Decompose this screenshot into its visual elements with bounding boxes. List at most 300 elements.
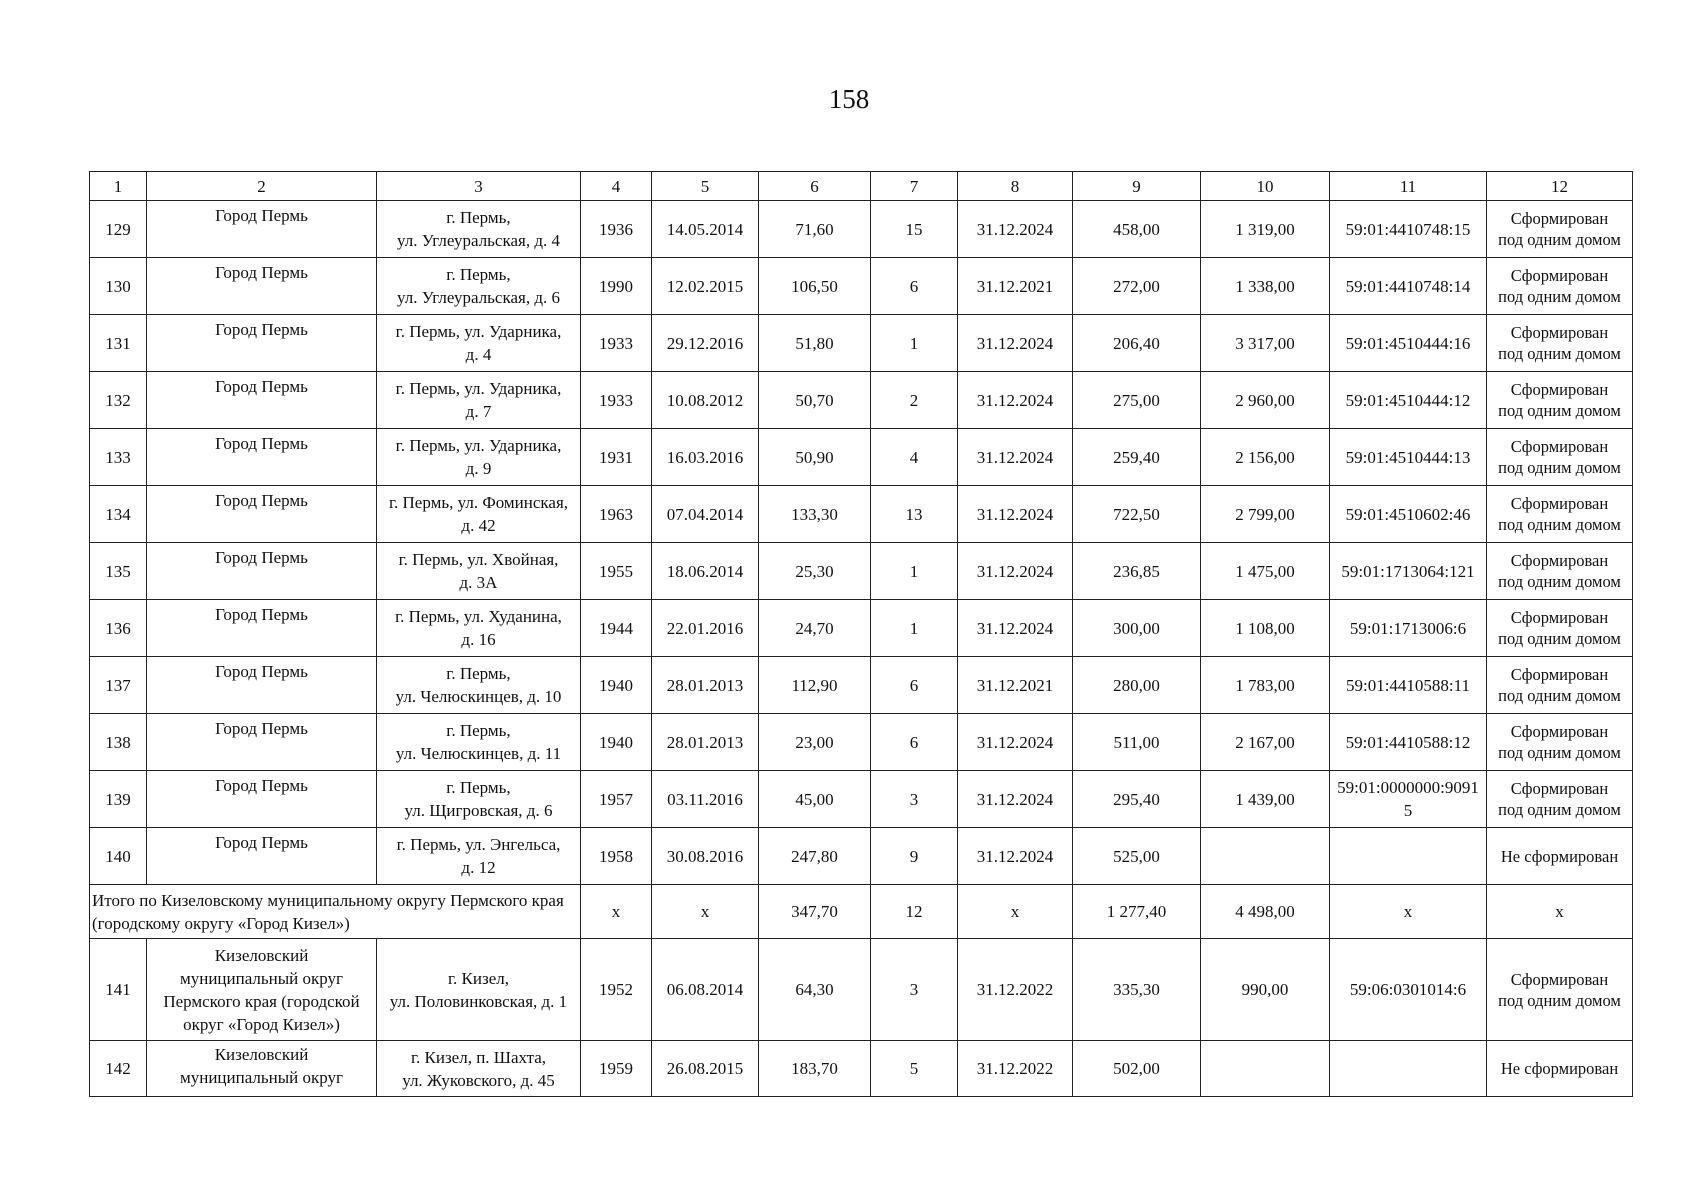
land-area-cell: [1073, 258, 1201, 315]
cadastral-number-cell-text: 59:01:1713006:6: [1349, 618, 1467, 638]
cadastral-number-cell-text: 59:01:4510444:16: [1345, 333, 1471, 353]
cadastral-number-cell-text: 59:01:0000000:9091 5: [1337, 778, 1479, 820]
deadline-cell: [958, 201, 1073, 258]
area-cell: [759, 372, 871, 429]
residents-cell: [871, 315, 958, 372]
total-status-text: х: [1555, 902, 1564, 921]
column-header: 1: [90, 172, 147, 201]
year-cell-text: 1940: [599, 732, 633, 752]
table-row: [90, 1041, 1633, 1097]
address-cell: [377, 201, 581, 258]
address-cell: [377, 486, 581, 543]
row-number: [90, 657, 147, 714]
land-area-cell-text: 236,85: [1113, 561, 1160, 581]
cost-cell: [1201, 372, 1330, 429]
table-row: [90, 486, 1633, 543]
total-label: [90, 885, 581, 939]
row-number: [90, 771, 147, 828]
address-cell-text: г. Пермь,: [446, 721, 511, 740]
status-cell: [1487, 657, 1633, 714]
table-row: [90, 543, 1633, 600]
row-number-text: 135: [105, 561, 131, 581]
address-cell-text: г. Пермь, ул. Ударника,: [395, 379, 562, 398]
deadline-cell-text: 31.12.2022: [976, 1059, 1054, 1078]
address-cell-text: д. 4: [465, 345, 492, 364]
cost-cell: [1201, 315, 1330, 372]
date-cell-text: 03.11.2016: [667, 789, 743, 809]
date-cell: [652, 714, 759, 771]
residents-cell-text: 3: [909, 980, 919, 999]
status-cell: [1487, 258, 1633, 315]
cadastral-number-cell: [1330, 486, 1487, 543]
row-number: [90, 543, 147, 600]
year-cell-text: 1940: [599, 675, 633, 695]
date-cell: [652, 486, 759, 543]
total-cadastral-text: х: [1403, 902, 1413, 921]
residents-cell-text: 6: [909, 675, 919, 695]
deadline-cell-text: 31.12.2024: [976, 561, 1054, 581]
status-cell: [1487, 429, 1633, 486]
residents-cell: [871, 543, 958, 600]
address-cell-text: г. Кизел, п. Шахта,: [410, 1047, 547, 1067]
status-cell-text: Не сформирован: [1500, 846, 1619, 866]
municipality-cell: [147, 600, 377, 657]
address-cell-text: г. Пермь,: [446, 664, 511, 683]
status-cell: [1487, 543, 1633, 600]
area-cell-text: 50,70: [795, 390, 834, 410]
address-cell-text: ул. Щигровская, д. 6: [404, 801, 553, 820]
municipality-cell: [147, 1041, 377, 1097]
residents-cell: [871, 486, 958, 543]
year-cell: [581, 657, 652, 714]
column-header: 8: [958, 172, 1073, 201]
municipality-cell-text: Город Пермь: [215, 662, 308, 681]
municipality-cell: [147, 714, 377, 771]
land-area-cell-text: 502,00: [1113, 1059, 1160, 1078]
date-cell-text: 16.03.2016: [666, 447, 744, 467]
total-cadastral: [1330, 885, 1487, 939]
status-cell-text: под одним домом: [1498, 800, 1621, 819]
municipality-cell-text: Кизеловский: [214, 945, 309, 965]
cadastral-number-cell: [1330, 258, 1487, 315]
cadastral-number-cell-text: 59:01:4410748:15: [1345, 219, 1471, 239]
municipality-cell-text: Город Пермь: [215, 320, 308, 339]
deadline-cell-text: 31.12.2024: [976, 390, 1054, 410]
area-cell-text: 247,80: [791, 846, 838, 866]
address-cell-text: г. Пермь, ул. Фоминская,: [388, 493, 569, 512]
cadastral-number-cell: [1330, 429, 1487, 486]
year-cell: [581, 714, 652, 771]
residents-cell: [871, 1041, 958, 1097]
row-number-text: 129: [105, 219, 131, 239]
area-cell: [759, 600, 871, 657]
cost-cell: [1201, 939, 1330, 1041]
residents-cell: [871, 828, 958, 885]
row-number: [90, 315, 147, 372]
year-cell: [581, 429, 652, 486]
total-date: [652, 885, 759, 939]
area-cell: [759, 429, 871, 486]
residents-cell: [871, 372, 958, 429]
address-cell-text: д. 9: [465, 459, 492, 478]
municipality-cell-text: Город Пермь: [215, 548, 308, 567]
land-area-cell: [1073, 429, 1201, 486]
land-area-cell: [1073, 315, 1201, 372]
land-area-cell-text: 272,00: [1113, 276, 1160, 296]
deadline-cell-text: 31.12.2024: [976, 732, 1054, 752]
residents-cell-text: 6: [909, 276, 919, 296]
residents-cell-text: 2: [909, 390, 919, 410]
column-header: 4: [581, 172, 652, 201]
cadastral-number-cell-text: 59:06:0301014:6: [1349, 980, 1467, 999]
status-cell-text: под одним домом: [1498, 230, 1621, 249]
address-cell-text: д. 16: [461, 630, 496, 649]
residents-cell-text: 3: [909, 789, 919, 809]
status-cell-text: Сформирован: [1510, 665, 1609, 684]
status-cell-text: под одним домом: [1498, 515, 1621, 534]
status-cell-text: Сформирован: [1510, 323, 1609, 342]
year-cell: [581, 315, 652, 372]
municipality-cell: [147, 543, 377, 600]
land-area-cell-text: 206,40: [1113, 333, 1160, 353]
municipality-cell: [147, 315, 377, 372]
cost-cell: [1201, 429, 1330, 486]
year-cell-text: 1990: [599, 276, 633, 296]
residents-cell: [871, 429, 958, 486]
row-number: [90, 714, 147, 771]
deadline-cell-text: 31.12.2021: [976, 675, 1054, 695]
status-cell-text: под одним домом: [1498, 458, 1621, 477]
status-cell-text: Сформирован: [1510, 437, 1609, 456]
area-cell: [759, 543, 871, 600]
date-cell-text: 29.12.2016: [666, 333, 744, 353]
deadline-cell-text: 31.12.2021: [976, 276, 1054, 296]
deadline-cell: [958, 939, 1073, 1041]
cadastral-number-cell: [1330, 372, 1487, 429]
land-area-cell-text: 335,30: [1113, 980, 1160, 999]
status-cell-text: Сформирован: [1510, 722, 1609, 741]
column-header: 7: [871, 172, 958, 201]
land-area-cell-text: 511,00: [1113, 732, 1160, 752]
column-header: 12: [1487, 172, 1633, 201]
area-cell: [759, 714, 871, 771]
year-cell-text: 1957: [599, 789, 633, 809]
municipality-cell-text: Город Пермь: [215, 206, 308, 225]
column-header: 11: [1330, 172, 1487, 201]
deadline-cell: [958, 486, 1073, 543]
date-cell: [652, 600, 759, 657]
status-cell-text: под одним домом: [1498, 990, 1621, 1010]
total-status: [1487, 885, 1633, 939]
table-row: [90, 429, 1633, 486]
address-cell-text: г. Пермь,: [446, 265, 511, 284]
table-row: [90, 600, 1633, 657]
year-cell-text: 1933: [599, 390, 633, 410]
deadline-cell-text: 31.12.2024: [976, 447, 1054, 467]
status-cell-text: Сформирован: [1510, 494, 1609, 513]
land-area-cell-text: 525,00: [1113, 846, 1160, 866]
total-year-text: х: [611, 902, 621, 921]
area-cell-text: 71,60: [795, 219, 834, 239]
cadastral-number-cell-text: 59:01:4510444:13: [1345, 447, 1471, 467]
column-header: 10: [1201, 172, 1330, 201]
cost-cell-text: 1 783,00: [1235, 675, 1295, 695]
land-area-cell: [1073, 771, 1201, 828]
municipality-cell: [147, 828, 377, 885]
municipality-cell: [147, 201, 377, 258]
year-cell-text: 1933: [599, 333, 633, 353]
municipality-cell: [147, 258, 377, 315]
date-cell-text: 14.05.2014: [666, 219, 744, 239]
housing-register-table: [89, 171, 1633, 1097]
address-cell-text: г. Пермь, ул. Ударника,: [395, 436, 562, 455]
date-cell-text: 28.01.2013: [666, 732, 744, 752]
status-cell: [1487, 372, 1633, 429]
deadline-cell-text: 31.12.2022: [976, 980, 1054, 999]
deadline-cell: [958, 372, 1073, 429]
total-label-text: Итого по Кизеловскому муниципальному округу Пермского края (городскому округу «Город Кизел»): [92, 890, 564, 933]
area-cell: [759, 828, 871, 885]
cost-cell-text: 2 799,00: [1235, 504, 1295, 524]
municipality-cell-text: Город Пермь: [215, 491, 308, 510]
residents-cell-text: 9: [909, 846, 919, 866]
address-cell-text: г. Кизел,: [448, 968, 509, 988]
row-number-text: 141: [105, 980, 131, 999]
municipality-cell-text: Город Пермь: [215, 605, 308, 624]
land-area-cell: [1073, 939, 1201, 1041]
total-area: [759, 885, 871, 939]
address-cell: [377, 771, 581, 828]
cost-cell-text: 1 475,00: [1235, 561, 1295, 581]
status-cell-text: Сформирован: [1510, 380, 1609, 399]
year-cell: [581, 372, 652, 429]
area-cell: [759, 315, 871, 372]
municipality-cell: [147, 372, 377, 429]
row-number: [90, 429, 147, 486]
land-area-cell-text: 280,00: [1113, 675, 1160, 695]
address-cell-text: г. Пермь, ул. Энгельса,: [396, 835, 561, 854]
date-cell-text: 18.06.2014: [666, 561, 744, 581]
year-cell-text: 1955: [599, 561, 633, 581]
cost-cell: [1201, 201, 1330, 258]
land-area-cell: [1073, 828, 1201, 885]
table-row: [90, 939, 1633, 1041]
municipality-cell-text: муниципальный округ: [179, 1068, 344, 1087]
year-cell-text: 1936: [599, 219, 633, 239]
cost-cell-text: 1 108,00: [1235, 618, 1295, 638]
area-cell-text: 23,00: [795, 732, 834, 752]
address-cell-text: г. Пермь, ул. Хвойная,: [398, 550, 559, 569]
row-number: [90, 372, 147, 429]
municipality-cell-text: Пермского края (городской: [163, 991, 360, 1011]
address-cell-text: д. 42: [461, 516, 496, 535]
status-cell: [1487, 1041, 1633, 1097]
status-cell-text: под одним домом: [1498, 743, 1621, 762]
residents-cell-text: 1: [909, 333, 919, 353]
date-cell: [652, 657, 759, 714]
municipality-cell-text: Город Пермь: [215, 833, 308, 852]
cadastral-number-cell-text: 59:01:4510444:12: [1345, 390, 1471, 410]
table-row: [90, 714, 1633, 771]
cadastral-number-cell-text: 59:01:1713064:121: [1341, 561, 1475, 581]
municipality-cell: [147, 429, 377, 486]
status-cell-text: под одним домом: [1498, 287, 1621, 306]
cost-cell-text: 1 439,00: [1235, 789, 1295, 809]
municipality-cell-text: Кизеловский: [214, 1045, 309, 1064]
total-deadline: [958, 885, 1073, 939]
date-cell-text: 22.01.2016: [666, 618, 744, 638]
municipality-cell-text: Город Пермь: [215, 719, 308, 738]
row-number-text: 139: [105, 789, 131, 809]
residents-cell: [871, 657, 958, 714]
row-number-text: 140: [105, 846, 131, 866]
cost-cell: [1201, 600, 1330, 657]
column-header: 5: [652, 172, 759, 201]
status-cell-text: под одним домом: [1498, 629, 1621, 648]
date-cell-text: 10.08.2012: [666, 390, 744, 410]
date-cell: [652, 429, 759, 486]
status-cell: [1487, 315, 1633, 372]
land-area-cell: [1073, 372, 1201, 429]
deadline-cell-text: 31.12.2024: [976, 846, 1054, 866]
row-number: [90, 258, 147, 315]
cost-cell: [1201, 543, 1330, 600]
cadastral-number-cell: [1330, 201, 1487, 258]
cost-cell-text: 2 960,00: [1235, 390, 1295, 410]
date-cell-text: 07.04.2014: [666, 504, 744, 524]
cost-cell: [1201, 657, 1330, 714]
cost-cell: [1201, 714, 1330, 771]
residents-cell: [871, 939, 958, 1041]
year-cell: [581, 771, 652, 828]
area-cell: [759, 258, 871, 315]
municipality-cell-text: Город Пермь: [215, 434, 308, 453]
year-cell: [581, 828, 652, 885]
land-area-cell: [1073, 201, 1201, 258]
cost-cell-text: 1 319,00: [1235, 219, 1295, 239]
residents-cell: [871, 771, 958, 828]
status-cell-text: Сформирован: [1510, 266, 1609, 285]
address-cell: [377, 372, 581, 429]
total-cost: [1201, 885, 1330, 939]
deadline-cell: [958, 714, 1073, 771]
address-cell: [377, 1041, 581, 1097]
land-area-cell: [1073, 600, 1201, 657]
status-cell-text: Сформирован: [1510, 779, 1609, 798]
date-cell: [652, 315, 759, 372]
residents-cell: [871, 714, 958, 771]
row-number-text: 142: [105, 1059, 131, 1078]
cost-cell: [1201, 1041, 1330, 1097]
row-number-text: 136: [105, 618, 131, 638]
address-cell-text: г. Пермь, ул. Худанина,: [395, 607, 562, 626]
area-cell-text: 25,30: [795, 561, 834, 581]
table-row: [90, 372, 1633, 429]
date-cell: [652, 771, 759, 828]
land-area-cell: [1073, 714, 1201, 771]
row-number-text: 137: [105, 675, 131, 695]
row-number: [90, 1041, 147, 1097]
municipality-cell-text: муниципальный округ: [179, 968, 344, 988]
address-cell: [377, 657, 581, 714]
address-cell-text: ул. Половинковская, д. 1: [389, 991, 568, 1011]
land-area-cell-text: 300,00: [1113, 618, 1160, 638]
deadline-cell-text: 31.12.2024: [976, 333, 1054, 353]
year-cell-text: 1944: [599, 618, 633, 638]
date-cell: [652, 828, 759, 885]
status-cell-text: под одним домом: [1498, 401, 1621, 420]
deadline-cell: [958, 771, 1073, 828]
land-area-cell: [1073, 1041, 1201, 1097]
table-row: [90, 771, 1633, 828]
cadastral-number-cell: [1330, 828, 1487, 885]
residents-cell-text: 15: [905, 219, 923, 239]
status-cell: [1487, 486, 1633, 543]
area-cell-text: 50,90: [795, 447, 834, 467]
address-cell-text: ул. Жуковского, д. 45: [402, 1070, 555, 1090]
address-cell-text: г. Пермь,: [446, 208, 511, 227]
cadastral-number-cell: [1330, 315, 1487, 372]
deadline-cell-text: 31.12.2024: [976, 618, 1054, 638]
date-cell: [652, 372, 759, 429]
row-number: [90, 828, 147, 885]
row-number-text: 134: [105, 504, 131, 524]
status-cell-text: под одним домом: [1498, 572, 1621, 591]
status-cell-text: под одним домом: [1498, 344, 1621, 363]
row-number-text: 138: [105, 732, 131, 752]
status-cell-text: под одним домом: [1498, 686, 1621, 705]
date-cell: [652, 258, 759, 315]
total-deadline-text: х: [1010, 902, 1020, 921]
deadline-cell: [958, 828, 1073, 885]
date-cell: [652, 201, 759, 258]
municipality-cell: [147, 939, 377, 1041]
cost-cell-text: 2 156,00: [1235, 447, 1295, 467]
residents-cell-text: 1: [909, 618, 919, 638]
status-cell-text: Сформирован: [1510, 969, 1609, 989]
table-row: [90, 657, 1633, 714]
cadastral-number-cell: [1330, 714, 1487, 771]
cost-cell: [1201, 828, 1330, 885]
cadastral-number-cell: [1330, 600, 1487, 657]
column-header: 2: [147, 172, 377, 201]
date-cell: [652, 543, 759, 600]
cost-cell: [1201, 486, 1330, 543]
land-area-cell-text: 722,50: [1113, 504, 1160, 524]
deadline-cell: [958, 600, 1073, 657]
address-cell-text: д. 3А: [459, 573, 498, 592]
status-cell: [1487, 201, 1633, 258]
area-cell-text: 112,90: [791, 675, 838, 695]
area-cell-text: 24,70: [795, 618, 834, 638]
cost-cell-text: 1 338,00: [1235, 276, 1295, 296]
total-residents-text: 12: [905, 902, 923, 921]
area-cell-text: 64,30: [795, 980, 834, 999]
municipality-cell-text: Город Пермь: [215, 263, 308, 282]
table-row: [90, 258, 1633, 315]
row-number: [90, 201, 147, 258]
address-cell-text: г. Пермь,: [446, 778, 511, 797]
area-cell-text: 51,80: [795, 333, 834, 353]
address-cell: [377, 828, 581, 885]
total-year: [581, 885, 652, 939]
deadline-cell: [958, 543, 1073, 600]
year-cell-text: 1963: [599, 504, 633, 524]
status-cell-text: Сформирован: [1510, 209, 1609, 228]
cost-cell-text: 990,00: [1241, 980, 1289, 999]
cost-cell: [1201, 258, 1330, 315]
column-header: 9: [1073, 172, 1201, 201]
